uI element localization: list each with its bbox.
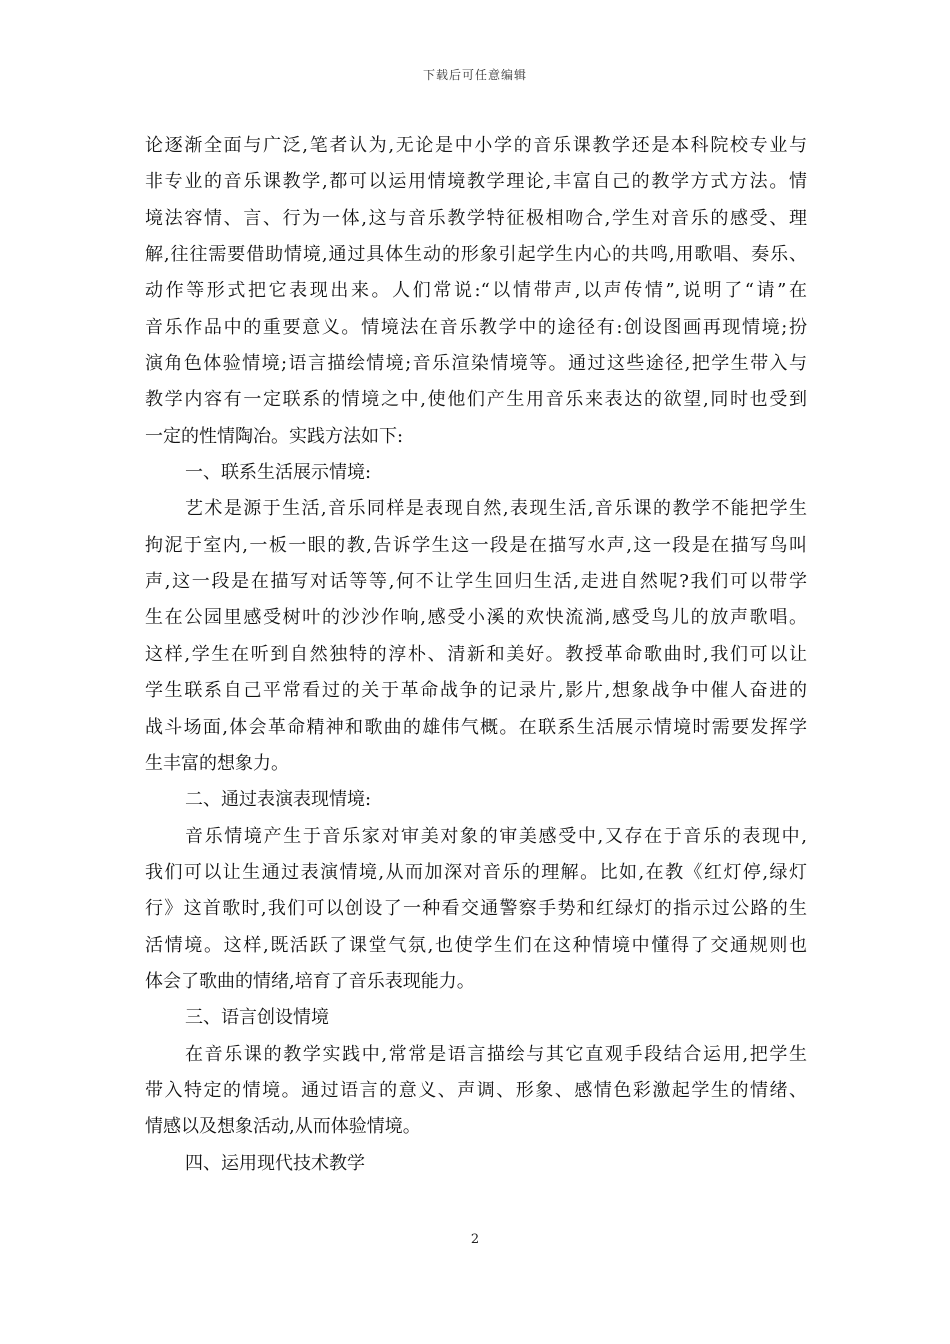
text-line: 活情境。这样,既活跃了课堂气氛,也使学生们在这种情境中懂得了交通规则也 xyxy=(145,934,807,956)
page-header: 下载后可任意编辑 xyxy=(422,68,527,82)
text-line: 情感以及想象活动,从而体验情境。 xyxy=(145,1116,421,1138)
text-line: 解,往往需要借助情境,通过具体生动的形象引起学生内心的共鸣,用歌唱、奏乐、 xyxy=(145,244,807,266)
text-line: 行》这首歌时,我们可以创设了一种看交通警察手势和红绿灯的指示过公路的生 xyxy=(145,898,807,920)
text-line: 论逐渐全面与广泛,笔者认为,无论是中小学的音乐课教学还是本科院校专业与 xyxy=(145,135,807,156)
text-line: 一定的性情陶冶。实践方法如下: xyxy=(145,425,404,447)
text-line: 带入特定的情境。通过语言的意义、声调、形象、感情色彩激起学生的情绪、 xyxy=(145,1079,807,1101)
text-line: 境法容情、言、行为一体,这与音乐教学特征极相吻合,学生对音乐的感受、理 xyxy=(145,207,807,229)
text-line: 声,这一段是在描写对话等等,何不让学生回归生活,走进自然呢?我们可以带学 xyxy=(145,571,807,593)
text-line: 战斗场面,体会革命精神和歌曲的雄伟气概。在联系生活展示情境时需要发挥学 xyxy=(145,716,807,738)
text-line: 体会了歌曲的情绪,培育了音乐表现能力。 xyxy=(145,970,475,992)
text-line: 在音乐课的教学实践中,常常是语言描绘与其它直观手段结合运用,把学生 xyxy=(185,1043,807,1065)
text-line: 三、语言创设情境 xyxy=(185,1007,329,1029)
text-line: 生在公园里感受树叶的沙沙作响,感受小溪的欢快流淌,感受鸟儿的放声歌唱。 xyxy=(145,607,807,629)
text-line: 音乐情境产生于音乐家对审美对象的审美感受中,又存在于音乐的表现中, xyxy=(185,825,807,847)
text-line: 学生联系自己平常看过的关于革命战争的记录片,影片,想象战争中催人奋进的 xyxy=(145,680,807,702)
text-line: 艺术是源于生活,音乐同样是表现自然,表现生活,音乐课的教学不能把学生 xyxy=(185,498,807,520)
text-line: 一、联系生活展示情境: xyxy=(185,462,372,484)
text-line: 二、通过表演表现情境: xyxy=(185,789,372,811)
text-line: 动作等形式把它表现出来。人们常说:“以情带声,以声传情”,说明了“请”在 xyxy=(145,280,807,302)
text-line: 音乐作品中的重要意义。情境法在音乐教学中的途径有:创设图画再现情境;扮 xyxy=(145,316,807,338)
text-line: 我们可以让生通过表演情境,从而加深对音乐的理解。比如,在教《红灯停,绿灯 xyxy=(145,861,807,883)
text-line: 生丰富的想象力。 xyxy=(145,752,289,774)
text-line: 这样,学生在听到自然独特的淳朴、清新和美好。教授革命歌曲时,我们可以让 xyxy=(145,643,807,665)
body-text xyxy=(145,128,807,1182)
text-line: 非专业的音乐课教学,都可以运用情境教学理论,丰富自己的教学方式方法。情 xyxy=(145,171,807,193)
page-number: 2 xyxy=(470,1232,480,1247)
text-line: 教学内容有一定联系的情境之中,使他们产生用音乐来表达的欲望,同时也受到 xyxy=(145,389,807,411)
text-line: 拘泥于室内,一板一眼的教,告诉学生这一段是在描写水声,这一段是在描写鸟叫 xyxy=(145,534,807,556)
text-line: 四、运用现代技术教学 xyxy=(185,1152,365,1174)
text-line: 演角色体验情境;语言描绘情境;音乐渲染情境等。通过这些途径,把学生带入与 xyxy=(145,353,807,375)
